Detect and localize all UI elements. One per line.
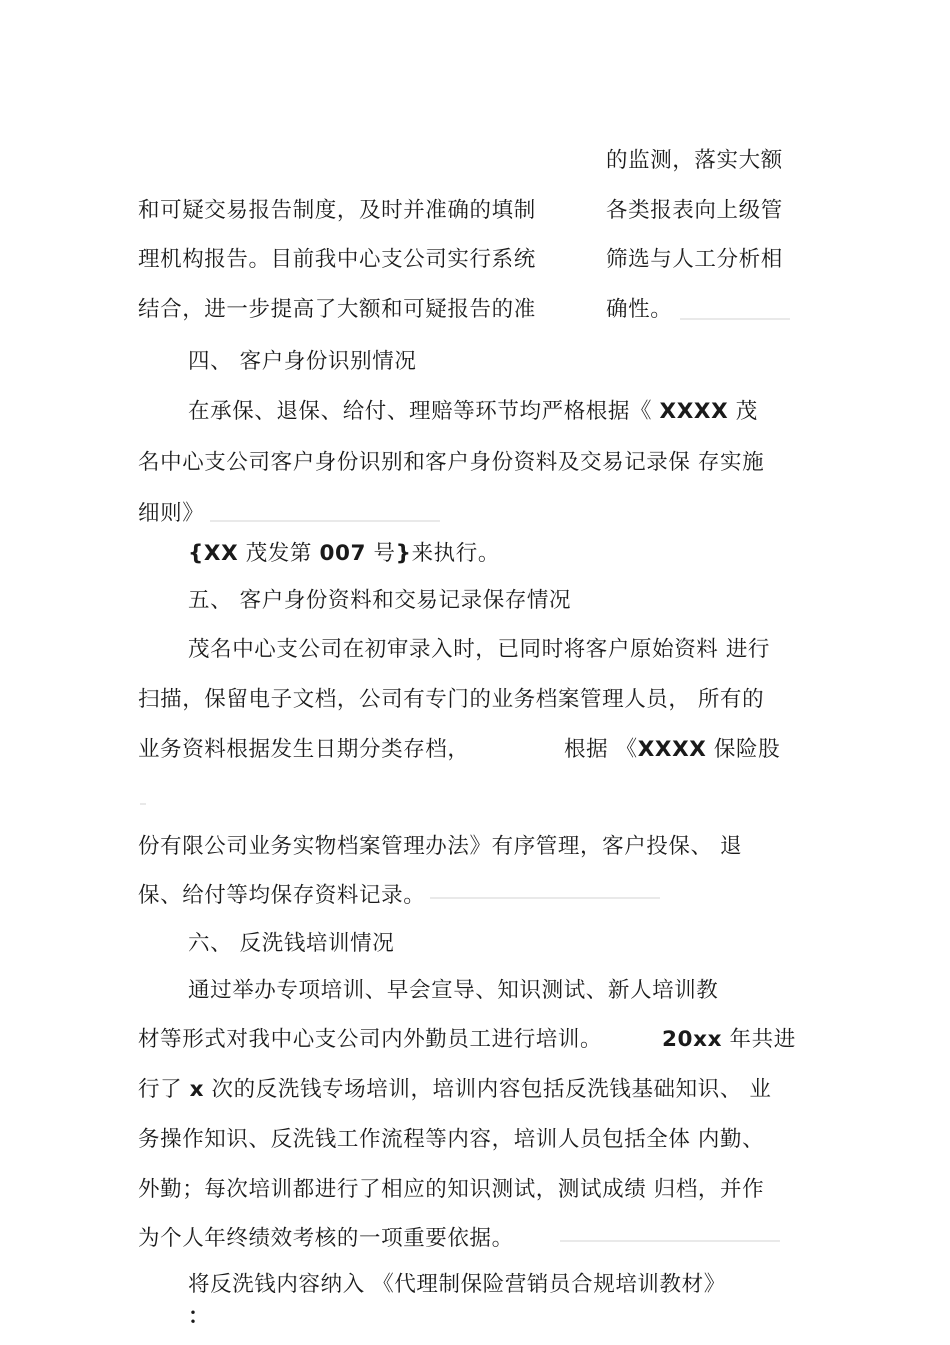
faint-artifact — [430, 897, 660, 899]
faint-artifact — [560, 1240, 780, 1242]
section-heading: 四、 客户身份识别情况 — [188, 349, 417, 374]
left-column-line: 理机构报告。目前我中心支公司实行系统 — [138, 247, 536, 272]
right-column-line: 的监测，落实大额 — [606, 148, 783, 173]
paragraph-line: 根据 《XXXX 保险股 — [564, 737, 781, 762]
right-column-line: 确性。 — [606, 297, 673, 322]
faint-artifact — [680, 318, 790, 320]
left-column-line: 结合，进一步提高了大额和可疑报告的准 — [138, 297, 536, 322]
paragraph-line: ： — [188, 1304, 211, 1329]
paragraph-line: 将反洗钱内容纳入 《代理制保险营销员合规培训教材》 — [188, 1272, 726, 1297]
paragraph-line: 保、给付等均保存资料记录。 — [138, 883, 426, 908]
paragraph-line: 细则》 — [138, 501, 205, 526]
paragraph-line: 茂名中心支公司在初审录入时，已同时将客户原始资料 进行 — [188, 637, 771, 662]
section-heading: 五、 客户身份资料和交易记录保存情况 — [188, 588, 572, 613]
section-heading: 六、 反洗钱培训情况 — [188, 931, 395, 956]
right-column-line: 各类报表向上级管 — [606, 198, 783, 223]
faint-artifact — [210, 520, 440, 522]
right-column-line: 筛选与人工分析相 — [606, 247, 783, 272]
paragraph-line: 外勤；每次培训都进行了相应的知识测试，测试成绩 归档，并作 — [138, 1177, 765, 1202]
paragraph-line: 通过举办专项培训、早会宣导、知识测试、新人培训教 — [188, 978, 719, 1003]
paragraph-line: 务操作知识、反洗钱工作流程等内容，培训人员包括全体 内勤、 — [138, 1127, 765, 1152]
paragraph-line: 份有限公司业务实物档案管理办法》有序管理，客户投保、 退 — [138, 834, 743, 859]
paragraph-line: 业务资料根据发生日期分类存档， — [138, 737, 470, 762]
paragraph-line: 名中心支公司客户身份识别和客户身份资料及交易记录保 存实施 — [138, 450, 765, 475]
paragraph-line: 20xx 年共进 — [662, 1027, 796, 1052]
paragraph-line: 为个人年终绩效考核的一项重要依据。 — [138, 1226, 514, 1251]
left-column-line: 和可疑交易报告制度，及时并准确的填制 — [138, 198, 536, 223]
paragraph-line: 行了 x 次的反洗钱专场培训，培训内容包括反洗钱基础知识、 业 — [138, 1077, 772, 1102]
paragraph-line: 在承保、退保、给付、理赔等环节均严格根据《 XXXX 茂 — [188, 399, 758, 424]
faint-artifact — [140, 803, 146, 805]
paragraph-line: 材等形式对我中心支公司内外勤员工进行培训。 — [138, 1027, 603, 1052]
paragraph-line: 扫描，保留电子文档，公司有专门的业务档案管理人员， 所有的 — [138, 687, 765, 712]
paragraph-line: {XX 茂发第 007 号}来执行。 — [188, 541, 500, 566]
